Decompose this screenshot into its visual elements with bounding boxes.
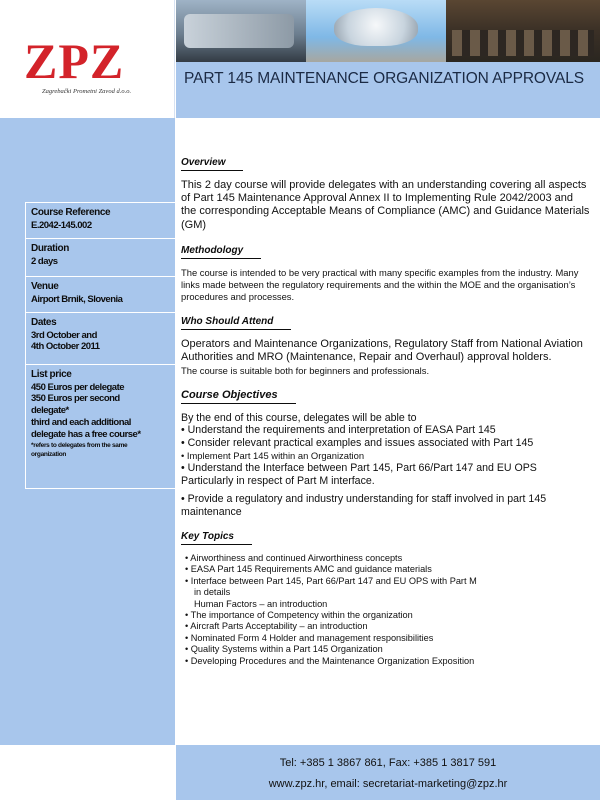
key-topics-heading: Key Topics [181,531,252,545]
objective-item: • Provide a regulatory and industry understanding for staff involved in part 145 [181,492,547,505]
price-line: delegate has a free course* [31,429,141,440]
duration-value: 2 days [31,255,58,267]
topic-item: • Aircraft Parts Acceptability – an introduction [185,621,368,632]
list-price-box [25,364,175,489]
who-should-attend-text: Operators and Maintenance Organizations, Regulatory Staff from National Aviation Authorities and MRO (Maintenance, Repair and Overhaul) approval holders. [181,337,583,364]
page-title: PART 145 MAINTENANCE ORGANIZATION APPROVALS [184,70,584,87]
logo-subtitle: Zagrebački Prometni Zavod d.o.o. [42,88,132,95]
course-objectives-heading: Course Objectives [181,389,296,404]
contact-footer [176,745,600,800]
left-info-panel [0,118,175,745]
topic-item: • Quality Systems within a Part 145 Organization [185,644,383,655]
classroom-photo [446,0,600,62]
objective-item: maintenance [181,505,242,518]
objective-item: • Understand the requirements and interpretation of EASA Part 145 [181,424,496,437]
dates-title: Dates [31,317,57,328]
topic-item: • The importance of Competency within the organization [185,610,413,621]
price-line: third and each additional [31,417,131,429]
topic-item: in details [194,587,231,598]
course-reference-title: Course Reference [31,207,111,218]
title-band [176,62,600,118]
dates-box [25,312,175,364]
zpz-logo: ZPZ [24,33,125,89]
duration-box [25,238,175,276]
aircraft-shape [184,14,294,48]
hangar-photo [176,0,306,62]
price-line: 450 Euros per delegate [31,381,125,393]
web-email-line[interactable]: www.zpz.hr, email: secretariat-marketing@zpz.hr [268,778,508,790]
who-should-attend-note: The course is suitable both for beginners and professionals. [181,364,430,376]
dates-line-2: 4th October 2011 [31,341,100,353]
topic-item: • Nominated Form 4 Holder and management responsibilities [185,632,434,643]
list-price-title: List price [31,369,72,380]
objective-item: • Understand the Interface between Part 145, Part 66/Part 147 and EU OPS [181,461,537,474]
overview-heading: Overview [181,157,243,171]
course-reference-box [25,202,175,238]
aircraft-nose-photo [306,0,446,62]
header-photo-strip [176,0,600,62]
who-should-attend-heading: Who Should Attend [181,316,291,330]
aircraft-nose-shape [334,8,418,46]
topic-item: • EASA Part 145 Requirements AMC and guidance materials [185,564,432,575]
price-note: organization [31,451,67,458]
main-content [181,152,591,667]
venue-title: Venue [31,281,59,292]
objectives-intro: By the end of this course, delegates will be able to [181,411,417,424]
bottom-left-blank [0,745,175,800]
objective-item: • Consider relevant practical examples and issues associated with Part 145 [181,437,534,450]
price-line: delegate* [31,405,69,417]
course-info-stack [25,202,175,489]
key-topics-list [185,553,591,667]
price-note: *refers to delegates from the same [31,441,128,449]
audience-shape [452,30,594,56]
methodology-text: The course is intended to be very practical with many specific examples from the industry. Many links made between the regulatory requirements and the within the MOE and the organisation’s procedures and processes. [181,266,579,303]
overview-text: This 2 day course will provide delegates with an understanding covering all aspects of Part 145 Maintenance Approval Annex II to Implementing Rule 2042/2003 and the corresponding Acceptable Means of Compliance (AMC) and Guidance Materials (GM) [181,178,590,231]
topic-item: • Airworthiness and continued Airworthiness concepts [185,552,403,563]
methodology-heading: Methodology [181,245,261,259]
venue-box [25,276,175,312]
venue-value: Airport Brnik, Slovenia [31,293,123,305]
course-reference-value: E.2042-145.002 [31,219,92,231]
topic-item: Human Factors – an introduction [194,598,328,609]
objective-item: Particularly in respect of Part M interface. [181,474,375,487]
logo-area [0,0,175,118]
topic-item: • Interface between Part 145, Part 66/Part 147 and EU OPS with Part M [185,575,477,586]
objective-item: • Implement Part 145 within an Organization [181,450,365,462]
phone-fax-line: Tel: +385 1 3867 861, Fax: +385 1 3817 591 [279,757,497,769]
dates-line-1: 3rd October and [31,329,97,341]
duration-title: Duration [31,243,69,254]
topic-item: • Developing Procedures and the Maintenance Organization Exposition [185,655,475,666]
price-line: 350 Euros per second [31,393,120,405]
